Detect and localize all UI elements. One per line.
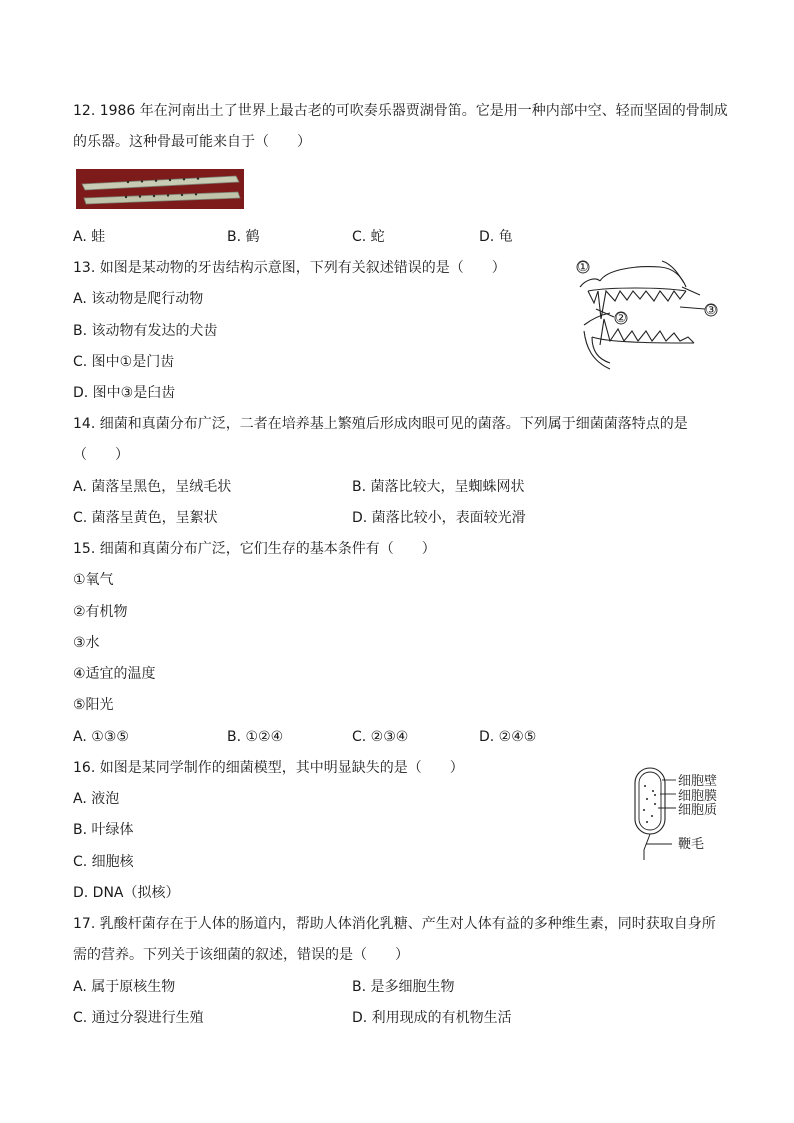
label-cytoplasm: 细胞质 bbox=[678, 803, 718, 818]
bacteria-model-diagram bbox=[628, 764, 738, 860]
q15-item-1: ①氧气 bbox=[73, 572, 114, 588]
q14-option-a: A. 菌落呈黑色，呈绒毛状 bbox=[73, 479, 232, 495]
q17-option-b: B. 是多细胞生物 bbox=[352, 979, 455, 995]
label-flagellum: 鞭毛 bbox=[678, 837, 705, 852]
teeth-diagram bbox=[570, 257, 725, 372]
q14-option-b: B. 菌落比较大，呈蜘蛛网状 bbox=[352, 479, 525, 495]
q15-item-3: ③水 bbox=[73, 635, 100, 651]
q16-option-c: C. 细胞核 bbox=[73, 854, 134, 870]
q15-item-4: ④适宜的温度 bbox=[73, 666, 156, 682]
q12-option-c: C. 蛇 bbox=[352, 229, 385, 245]
q14-option-c: C. 菌落呈黄色，呈絮状 bbox=[73, 510, 218, 526]
q17-stem-line2: 需的营养。下列关于该细菌的叙述，错误的是（ ） bbox=[73, 947, 409, 963]
q16-stem: 16. 如图是某同学制作的细菌模型，其中明显缺失的是（ ） bbox=[73, 760, 464, 776]
q15-option-a: A. ①③⑤ bbox=[73, 729, 129, 745]
q14-stem-line2: （ ） bbox=[73, 447, 129, 463]
q14-option-d: D. 菌落比较小，表面较光滑 bbox=[352, 510, 526, 526]
q17-stem-line1: 17. 乳酸杆菌存在于人体的肠道内，帮助人体消化乳糖、产生对人体有益的多种维生素，同时获取自身所 bbox=[73, 916, 716, 932]
q12-stem-line1: 12. 1986 年在河南出土了世界上最古老的可吹奏乐器贾湖骨笛。它是用一种内部中空、轻而坚固的骨制成 bbox=[73, 103, 728, 119]
label-cell-wall: 细胞壁 bbox=[678, 774, 718, 789]
bone-flute-photo bbox=[76, 169, 244, 209]
q13-option-c: C. 图中①是门齿 bbox=[73, 354, 175, 370]
q13-stem: 13. 如图是某动物的牙齿结构示意图，下列有关叙述错误的是（ ） bbox=[73, 260, 506, 276]
q13-option-b: B. 该动物有发达的犬齿 bbox=[73, 323, 218, 339]
q14-stem-line1: 14. 细菌和真菌分布广泛，二者在培养基上繁殖后形成肉眼可见的菌落。下列属于细菌菌落特点的是 bbox=[73, 416, 688, 432]
q16-option-a: A. 液泡 bbox=[73, 791, 120, 807]
q15-item-5: ⑤阳光 bbox=[73, 697, 114, 713]
q12-stem-line2: 的乐器。这种骨最可能来自于（ ） bbox=[73, 134, 311, 150]
q16-option-d: D. DNA（拟核） bbox=[73, 885, 180, 901]
q17-option-c: C. 通过分裂进行生殖 bbox=[73, 1010, 204, 1026]
q12-option-a: A. 蛙 bbox=[73, 229, 106, 245]
q16-option-b: B. 叶绿体 bbox=[73, 822, 134, 838]
teeth-label-3: ③ bbox=[705, 303, 717, 318]
q15-item-2: ②有机物 bbox=[73, 604, 128, 620]
q12-option-d: D. 龟 bbox=[479, 229, 513, 245]
q15-stem: 15. 细菌和真菌分布广泛，它们生存的基本条件有（ ） bbox=[73, 541, 436, 557]
q15-option-d: D. ②④⑤ bbox=[479, 729, 537, 745]
q15-option-b: B. ①②④ bbox=[227, 729, 284, 745]
q17-option-a: A. 属于原核生物 bbox=[73, 979, 176, 995]
label-cell-membrane: 细胞膜 bbox=[678, 789, 718, 804]
teeth-label-1: ① bbox=[577, 260, 589, 275]
q12-option-b: B. 鹤 bbox=[227, 229, 260, 245]
q17-option-d: D. 利用现成的有机物生活 bbox=[352, 1010, 512, 1026]
q13-option-d: D. 图中③是臼齿 bbox=[73, 385, 176, 401]
q13-option-a: A. 该动物是爬行动物 bbox=[73, 291, 204, 307]
teeth-label-2: ② bbox=[615, 311, 627, 326]
q15-option-c: C. ②③④ bbox=[352, 729, 409, 745]
